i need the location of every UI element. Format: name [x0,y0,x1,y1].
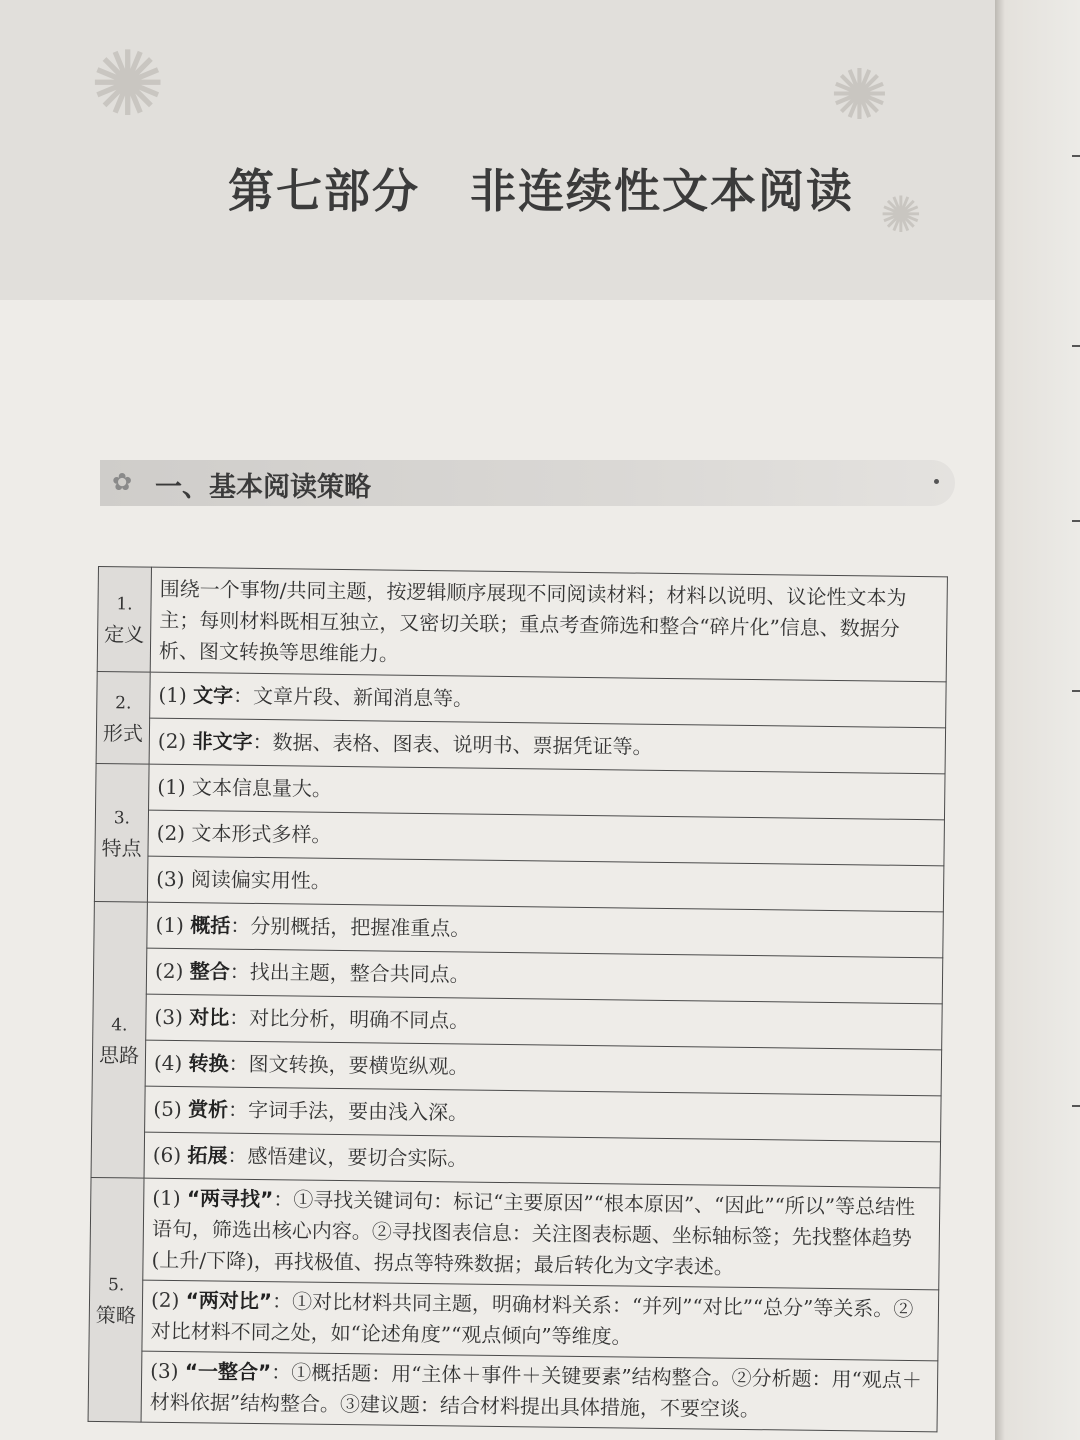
category-label: 形式 [102,720,144,746]
table-row [97,567,947,682]
page-edge-mark [1072,345,1080,347]
page-edge-mark [1072,690,1080,692]
item-text: ：数据、表格、图表、说明书、票据凭证等。 [252,729,653,759]
category-label: 思路 [98,1042,140,1068]
item-prefix: (1) [158,682,187,708]
item-text: ：感悟建议，要切合实际。 [227,1143,468,1171]
item-text: ：①概括题：用“主体＋事件＋关键要素”结构整合。②分析题：用“观点＋材料依据”结构整合。③建议题：结合材料提出具体措施，不要空谈。 [149,1360,922,1422]
item-keyword: 拓展 [187,1143,228,1168]
section-header-bar [100,460,955,506]
item-keyword: “两对比” [185,1288,273,1314]
category-cell [97,567,151,673]
item-prefix: (2) [157,728,187,754]
category-number: 3. [113,807,131,828]
section-dot [934,479,939,484]
item-keyword: 整合 [189,959,230,984]
item-keyword: 对比 [189,1005,230,1030]
item-prefix: (5) [153,1096,182,1122]
item-prefix: (4) [153,1050,183,1076]
item-prefix: (3) [150,1358,179,1384]
category-label: 定义 [104,622,145,647]
flower-icon: ✿ [112,468,133,496]
category-cell [91,901,147,1178]
strategy-table [88,566,948,1432]
page-edge-mark [1072,155,1080,157]
category-number: 2. [115,692,132,713]
item-text: ：图文转换，要横览纵观。 [228,1051,469,1079]
part-title [228,155,868,221]
item-text: 阅读偏实用性。 [190,867,332,893]
definition-text: 围绕一个事物/共同主题，按逻辑顺序展现不同阅读材料；材料以说明、议论性文本为主；每则材料既相互独立，又密切关联；重点考查筛选和整合“碎片化”信息、数据分析、图文转换等思维能力。 [158,576,907,666]
category-cell [96,671,150,764]
item-prefix: (6) [152,1142,182,1168]
page-edge-mark [1072,520,1080,522]
dandelion-decoration-right-lower-icon: ✺ [880,186,922,244]
table-row [88,1350,938,1431]
item-text: ：找出主题，整合共同点。 [229,959,470,987]
item-prefix: (2) [154,958,184,984]
item-text: 文本信息量大。 [191,775,333,801]
item-prefix: (1) [157,774,186,800]
item-text: ：对比分析，明确不同点。 [229,1005,470,1033]
content-cell [143,1178,940,1290]
category-number: 1. [116,594,133,615]
content-cell [142,1280,939,1361]
item-keyword: 赏析 [187,1097,229,1122]
part-number: 第七部分 [228,164,420,218]
item-text: ：①对比材料共同主题，明确材料关系：“并列”“对比”“总分”等关系。②对比材料不同之处，如“论述角度”“观点倾向”等维度。 [150,1289,914,1349]
item-keyword: “两寻找” [186,1186,274,1212]
item-keyword: 概括 [190,913,231,938]
item-keyword: 文字 [192,683,234,708]
part-name: 非连续性文本阅读 [470,164,854,218]
item-text: ：文章片段、新闻消息等。 [232,683,474,711]
item-keyword: 转换 [188,1051,229,1076]
content-cell [150,567,947,682]
item-prefix: (3) [156,866,185,892]
table-row [89,1279,939,1360]
dandelion-decoration-right-icon: ✺ [830,54,889,136]
item-text: ：字词手法，要由浅入深。 [227,1097,469,1125]
item-prefix: (2) [156,820,186,846]
category-cell [94,763,149,902]
category-label: 特点 [101,835,142,861]
item-keyword: 非文字 [192,729,253,754]
item-keyword: “一整合” [184,1359,272,1385]
strategy-table-wrapper [88,566,948,1432]
page-edge-mark [1072,1105,1080,1107]
category-label: 策略 [95,1302,136,1328]
item-prefix: (1) [155,912,185,938]
adjacent-page-edge [995,0,1080,1440]
dandelion-decoration-left-icon: ✺ [90,32,166,137]
content-cell [141,1351,938,1432]
section-title: 一、基本阅读策略 [155,472,371,503]
category-cell [88,1177,144,1422]
table-row [90,1177,940,1289]
category-number: 5. [107,1274,125,1295]
item-text: 文本形式多样。 [191,821,332,847]
item-text: ：分别概括，把握准重点。 [230,913,471,941]
category-number: 4. [111,1014,128,1035]
item-text: ：①寻找关键词句：标记“主要原因”“根本原因”、“因此”“所以”等总结性语句，筛选出核心内容。②寻找图表信息：关注图表标题、坐标轴标签；先找整体趋势(上升/下降)，再找极值、拐点等特殊数据；最后转化为文字表述。 [151,1187,916,1279]
item-prefix: (1) [152,1185,181,1211]
item-prefix: (2) [150,1287,180,1313]
item-prefix: (3) [154,1004,183,1030]
